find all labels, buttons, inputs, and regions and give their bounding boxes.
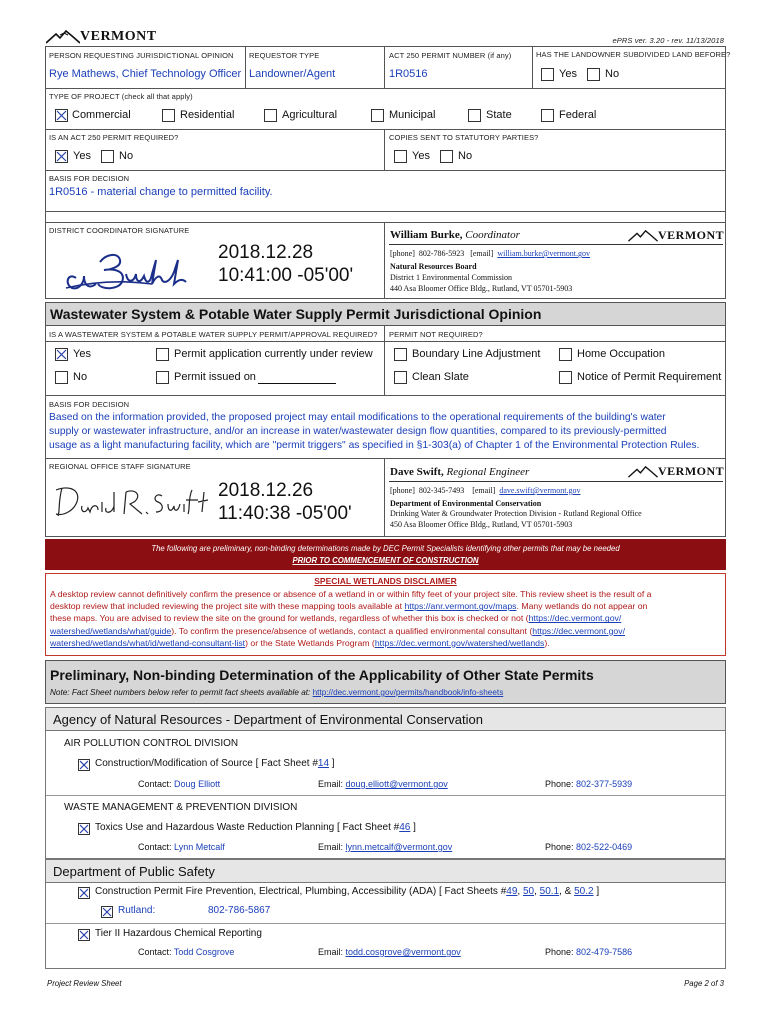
fact-sheet-50-link[interactable]: 50 <box>522 886 535 897</box>
home-occupation-checkbox[interactable] <box>559 348 572 361</box>
dec-division: Drinking Water & Groundwater Protection Division - Rutland Regional Office <box>390 509 642 518</box>
dps-heading: Department of Public Safety <box>53 864 215 879</box>
tier-email <box>318 947 461 957</box>
wetlands-title: SPECIAL WETLANDS DISCLAIMER <box>314 576 457 586</box>
dps-heading-bar <box>45 859 726 883</box>
banner-line-2: PRIOR TO COMMENCEMENT OF CONSTRUCTION <box>292 556 479 565</box>
rutland-label: Rutland: <box>118 905 156 916</box>
check-x-icon <box>79 760 89 770</box>
residential-checkbox[interactable] <box>162 109 175 122</box>
basis-label: BASIS FOR DECISION <box>49 174 130 183</box>
subdivided-yes-label: Yes <box>559 68 577 80</box>
separator: , & <box>559 886 575 897</box>
commercial-label: Commercial <box>72 109 131 121</box>
air-construction-item <box>95 758 335 769</box>
municipal-checkbox[interactable] <box>371 109 384 122</box>
email-label: Email: <box>318 947 344 957</box>
contact-label: Contact: <box>138 779 172 789</box>
version-text: ePRS ver. 3.20 - rev. 11/13/2018 <box>612 36 724 45</box>
tier-ii-item: Tier II Hazardous Chemical Reporting <box>95 928 262 939</box>
act250-yes-checkbox[interactable] <box>55 150 68 163</box>
air-phone-number: 802-377-5939 <box>576 779 633 789</box>
air-email-link[interactable]: doug.elliott@vermont.gov <box>345 779 448 789</box>
subdivided-no-label: No <box>605 68 620 80</box>
anr-heading: Agency of Natural Resources - Department of Environmental Conservation <box>53 712 483 727</box>
wetlands-consultant-link[interactable]: https://dec.vermont.gov/ <box>532 625 625 636</box>
ww-basis-line-1[interactable]: Based on the information provided, the proposed project may entail modifications to the operational requirements of the building's water <box>49 412 666 423</box>
banner-line-1: The following are preliminary, non-binding determinations made by DEC Permit Specialists identifying other permits that may be needed <box>151 544 620 553</box>
wetlands-text: these maps. You are advised to review the site on the ground for wetlands, regardless of whether this box is checked or not ( <box>50 613 529 624</box>
waste-phone <box>545 842 632 852</box>
permit-number-label: ACT 250 PERMIT NUMBER (if any) <box>389 51 512 60</box>
email-label: Email: <box>318 779 344 789</box>
federal-label: Federal <box>559 109 597 121</box>
item-text: Toxics Use and Hazardous Waste Reduction Planning [ Fact Sheet # <box>95 822 400 833</box>
issued-on-checkbox[interactable] <box>156 371 169 384</box>
home-occupation-label: Home Occupation <box>577 348 666 360</box>
boundary-label: Boundary Line Adjustment <box>412 348 541 360</box>
rutland-checkbox[interactable] <box>101 906 113 918</box>
check-x-icon <box>102 907 112 917</box>
tier-email-link[interactable]: todd.cosgrove@vermont.gov <box>345 947 461 957</box>
wetlands-text: ). To confirm the presence/absence of wetlands, contact a qualified environmental consultant ( <box>171 625 533 636</box>
check-x-icon <box>79 824 89 834</box>
act250-yes-label: Yes <box>73 150 91 162</box>
ww-yes-checkbox[interactable] <box>55 348 68 361</box>
ww-yes-label: Yes <box>73 348 91 360</box>
regional-signature-label: REGIONAL OFFICE STAFF SIGNATURE <box>49 462 191 471</box>
anr-heading-bar <box>45 707 726 731</box>
coordinator-email-link[interactable]: william.burke@vermont.gov <box>497 249 591 258</box>
copies-no-label: No <box>458 150 473 162</box>
mountain-icon <box>628 466 658 478</box>
ww-basis-line-3[interactable]: usage as a light manufacturing facility, which are "permit triggers" as specified in §1-303(a) of Chapter 1 of the Environmental Protection Rules. <box>49 440 700 451</box>
vermont-logo <box>46 28 156 46</box>
check-x-icon <box>79 888 89 898</box>
clean-slate-label: Clean Slate <box>412 371 469 383</box>
wetlands-text: desktop review that included reviewing the project site with these mapping tools available at <box>50 601 405 612</box>
subdivided-yes-checkbox[interactable] <box>541 68 554 81</box>
wastewater-heading: Wastewater System & Potable Water Supply Permit Jurisdictional Opinion <box>50 306 542 322</box>
coordinator-title: Coordinator <box>465 229 520 241</box>
boundary-checkbox[interactable] <box>394 348 407 361</box>
nrb-logo-text: VERMONT <box>658 228 725 242</box>
fire-permit-item <box>95 886 599 897</box>
regional-name-text: Dave Swift, <box>390 466 444 478</box>
item-text: ] <box>593 886 600 897</box>
air-division-title: AIR POLLUTION CONTROL DIVISION <box>64 738 239 749</box>
check-x-icon <box>79 930 89 940</box>
page-number: Page 2 of 3 <box>684 979 724 988</box>
dec-vermont-logo <box>628 464 723 480</box>
item-text: ] <box>329 758 335 769</box>
wastewater-heading-bar <box>45 302 726 326</box>
under-review-checkbox[interactable] <box>156 348 169 361</box>
regional-title: Regional Engineer <box>446 466 530 478</box>
act250-required-label: IS AN ACT 250 PERMIT REQUIRED? <box>49 133 179 142</box>
email-label: Email: <box>318 842 344 852</box>
fact-sheet-49-link[interactable]: 49 <box>506 886 518 897</box>
state-label: State <box>486 109 512 121</box>
toxics-checkbox[interactable] <box>78 823 90 835</box>
mountain-icon <box>46 30 80 44</box>
ww-no-label: No <box>73 371 88 383</box>
subdivided-label: HAS THE LANDOWNER SUBDIVIDED LAND BEFORE? <box>536 50 731 59</box>
coordinator-contact <box>390 249 590 258</box>
waste-contact-name: Lynn Metcalf <box>174 842 225 852</box>
mountain-icon <box>628 230 658 242</box>
separator: , <box>517 886 523 897</box>
fact-sheet-50-1-link[interactable]: 50.1 <box>539 886 560 897</box>
wetlands-line-4 <box>50 625 722 637</box>
preliminary-note <box>50 688 503 697</box>
wetlands-line-2 <box>50 600 722 612</box>
item-text: Construction/Modification of Source [ Fact Sheet # <box>95 758 318 769</box>
person-value[interactable]: Rye Mathews, Chief Technology Officer <box>49 68 242 80</box>
wetlands-line-5 <box>50 637 722 649</box>
tier-phone <box>545 947 632 957</box>
phone-label: [phone] <box>390 486 415 495</box>
coordinator-phone: 802-786-5923 <box>418 249 465 258</box>
contact-label: Contact: <box>138 947 172 957</box>
nrb-district: District 1 Environmental Commission <box>390 273 512 282</box>
ww-required-label: IS A WASTEWATER SYSTEM & POTABLE WATER SUPPLY PERMIT/APPROVAL REQUIRED? <box>49 330 378 339</box>
issued-on-label: Permit issued on <box>174 371 256 383</box>
residential-label: Residential <box>180 109 235 121</box>
air-phone <box>545 779 632 789</box>
phone-label: [phone] <box>390 249 415 258</box>
fact-sheet-46-link[interactable]: 46 <box>399 822 411 833</box>
air-construction-checkbox[interactable] <box>78 759 90 771</box>
notice-requirement-checkbox[interactable] <box>559 371 572 384</box>
copies-yes-label: Yes <box>412 150 430 162</box>
dec-address: 450 Asa Bloomer Office Bldg., Rutland, VT 05701-5903 <box>390 520 573 529</box>
subdivided-no-checkbox[interactable] <box>587 68 600 81</box>
rutland-phone: 802-786-5867 <box>208 905 271 916</box>
toxics-item <box>95 822 416 833</box>
phone-label: Phone: <box>545 779 574 789</box>
coordinator-sign-date: 2018.12.28 <box>218 242 314 263</box>
copies-yes-checkbox[interactable] <box>394 150 407 163</box>
basis-value[interactable]: 1R0516 - material change to permitted facility. <box>49 186 273 198</box>
email-label: [email] <box>470 249 494 258</box>
municipal-label: Municipal <box>389 109 436 121</box>
wetlands-guide-link[interactable]: https://dec.vermont.gov/ <box>528 613 622 624</box>
air-contact-name: Doug Elliott <box>174 779 221 789</box>
clean-slate-checkbox[interactable] <box>394 371 407 384</box>
phone-label: Phone: <box>545 842 574 852</box>
waste-email <box>318 842 452 852</box>
check-x-icon <box>56 151 67 162</box>
dec-logo-text: VERMONT <box>658 464 725 478</box>
coordinator-signature-label: DISTRICT COORDINATOR SIGNATURE <box>49 226 190 235</box>
air-email <box>318 779 448 789</box>
permit-number-value[interactable]: 1R0516 <box>389 68 428 80</box>
footer-title: Project Review Sheet <box>47 979 122 988</box>
requestor-label: REQUESTOR TYPE <box>249 51 320 60</box>
fact-sheets-link[interactable]: http://dec.vermont.gov/permits/handbook/info-sheets <box>312 688 504 697</box>
state-checkbox[interactable] <box>468 109 481 122</box>
waste-phone-number: 802-522-0469 <box>576 842 633 852</box>
under-review-label: Permit application currently under review <box>174 348 373 360</box>
agricultural-label: Agricultural <box>282 109 338 121</box>
person-label: PERSON REQUESTING JURISDICTIONAL OPINION <box>49 51 234 60</box>
tier-ii-checkbox[interactable] <box>78 929 90 941</box>
ww-not-required-label: PERMIT NOT REQUIRED? <box>389 330 483 339</box>
coordinator-signature[interactable] <box>62 244 192 294</box>
preliminary-heading-bar <box>45 660 726 704</box>
issued-on-date-line[interactable] <box>258 383 336 384</box>
wetlands-line-1: A desktop review cannot definitively confirm the presence or absence of a wetland in or within fifty feet of your project site. This review sheet is the result of a <box>50 589 652 599</box>
contact-label: Contact: <box>138 842 172 852</box>
regional-sign-time: 11:40:38 -05'00' <box>218 503 352 524</box>
ww-no-checkbox[interactable] <box>55 371 68 384</box>
commercial-checkbox[interactable] <box>55 109 68 122</box>
notice-requirement-label: Notice of Permit Requirement <box>577 371 722 383</box>
copies-no-checkbox[interactable] <box>440 150 453 163</box>
copies-sent-label: COPIES SENT TO STATUTORY PARTIES? <box>389 133 539 142</box>
waste-email-link[interactable]: lynn.metcalf@vermont.gov <box>345 842 453 852</box>
nrb-board: Natural Resources Board <box>390 262 477 271</box>
dec-department: Department of Environmental Conservation <box>390 499 542 508</box>
federal-checkbox[interactable] <box>541 109 554 122</box>
coordinator-sign-time: 10:41:00 -05'00' <box>218 265 354 286</box>
preliminary-banner <box>45 539 726 570</box>
wetlands-guide-link[interactable]: watershed/wetlands/what/guide <box>50 625 172 636</box>
ww-basis-line-2[interactable]: supply or wastewater infrastructure, and/or an increase in water/wastewater design flow quantities, compared to its previously-permitted <box>49 426 667 437</box>
regional-name <box>390 466 529 478</box>
item-text: Construction Permit Fire Prevention, Electrical, Plumbing, Accessibility (ADA) [ Fact Sheets # <box>95 886 507 897</box>
email-label: [email] <box>472 486 496 495</box>
separator: , <box>534 886 540 897</box>
project-type-label: TYPE OF PROJECT (check all that apply) <box>49 92 193 101</box>
waste-division-title: WASTE MANAGEMENT & PREVENTION DIVISION <box>64 802 298 813</box>
ww-basis-label: BASIS FOR DECISION <box>49 400 130 409</box>
coordinator-name <box>390 229 520 241</box>
fire-permit-checkbox[interactable] <box>78 887 90 899</box>
agricultural-checkbox[interactable] <box>264 109 277 122</box>
check-x-icon <box>56 110 67 121</box>
act250-no-checkbox[interactable] <box>101 150 114 163</box>
fact-sheet-50-2-link[interactable]: 50.2 <box>574 886 594 897</box>
note-text: Note: Fact Sheet numbers below refer to permit fact sheets available at: <box>50 688 313 697</box>
item-text: ] <box>410 822 416 833</box>
preliminary-heading: Preliminary, Non-binding Determination of the Applicability of Other State Permits <box>50 667 594 683</box>
wetlands-body <box>50 588 722 649</box>
tier-contact <box>138 947 234 957</box>
regional-email-link[interactable]: dave.swift@vermont.gov <box>499 486 581 495</box>
waste-contact <box>138 842 225 852</box>
coordinator-name-text: William Burke, <box>390 229 463 241</box>
requestor-value[interactable]: Landowner/Agent <box>249 68 336 80</box>
tier-contact-name: Todd Cosgrove <box>173 947 235 957</box>
tier-phone-number: 802-479-7586 <box>576 947 633 957</box>
wetlands-line-3 <box>50 612 722 624</box>
wetlands-text: . Many wetlands do not appear on <box>516 601 648 612</box>
regional-contact <box>390 486 580 495</box>
check-x-icon <box>56 349 67 360</box>
nrb-vermont-logo <box>628 228 723 244</box>
wetlands-text: ). <box>544 637 550 648</box>
wetlands-text: ) or the State Wetlands Program ( <box>245 637 375 648</box>
air-contact <box>138 779 220 789</box>
regional-sign-date: 2018.12.26 <box>218 480 314 501</box>
fact-sheet-14-link[interactable]: 14 <box>317 758 330 769</box>
regional-phone: 802-345-7493 <box>418 486 465 495</box>
act250-no-label: No <box>119 150 134 162</box>
phone-label: Phone: <box>545 947 574 957</box>
wetlands-program-link[interactable]: https://dec.vermont.gov/watershed/wetlands <box>374 637 545 648</box>
logo-text: VERMONT <box>80 29 157 44</box>
wetlands-consultant-link[interactable]: watershed/wetlands/what/id/wetland-consultant-list <box>50 637 246 648</box>
anr-maps-link[interactable]: https://anr.vermont.gov/maps <box>404 601 517 612</box>
nrb-address: 440 Asa Bloomer Office Bldg., Rutland, VT 05701-5903 <box>390 284 573 293</box>
regional-signature[interactable] <box>52 482 212 522</box>
